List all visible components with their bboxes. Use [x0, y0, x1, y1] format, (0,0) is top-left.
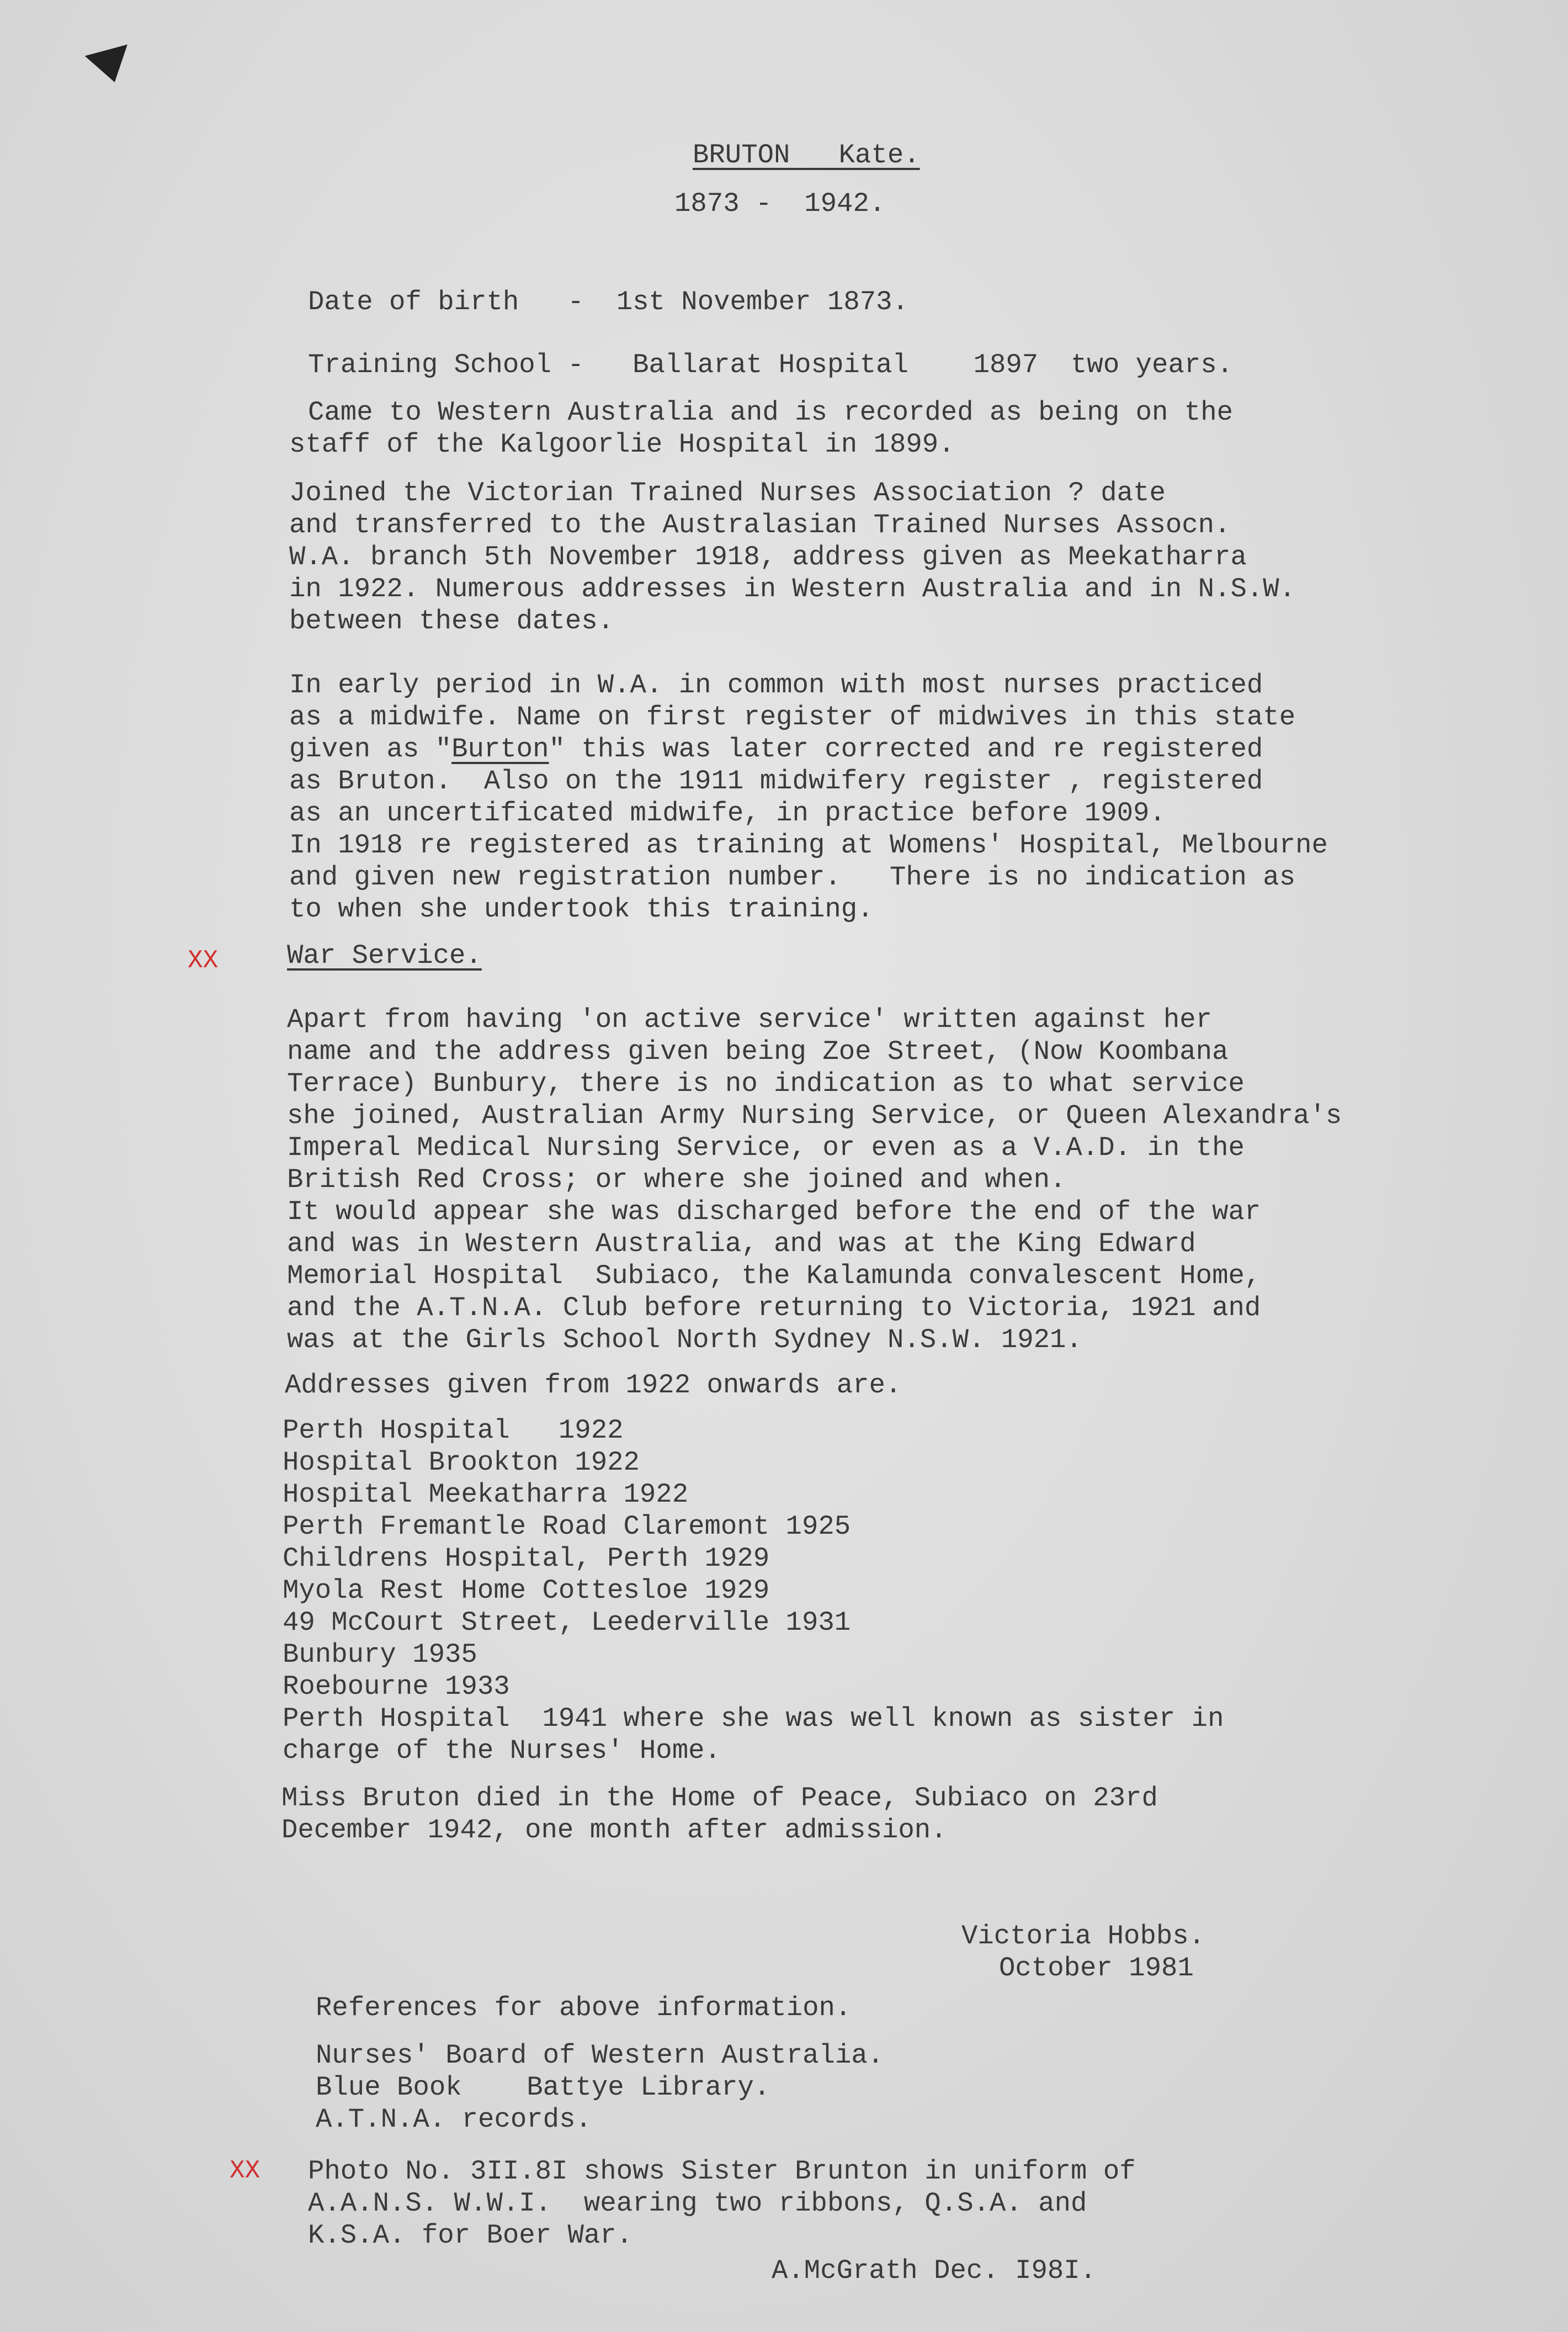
p3-line: and given new registration number. There is no indication as	[289, 862, 1296, 893]
p3-line: to when she undertook this training.	[289, 894, 874, 925]
address-item: Childrens Hospital, Perth 1929	[283, 1543, 770, 1574]
p3-line	[289, 733, 1263, 765]
p4-line: Apart from having 'on active service' written against her	[287, 1004, 1213, 1035]
header-name: BRUTON Kate.	[693, 140, 920, 171]
address-item: charge of the Nurses' Home.	[283, 1735, 721, 1766]
photo-note-line: A.A.N.S. W.W.I. wearing two ribbons, Q.S.A. and	[308, 2188, 1087, 2219]
signature-date: October 1981	[999, 1953, 1194, 1984]
p3-line: as Bruton. Also on the 1911 midwifery register , registered	[289, 766, 1263, 797]
photo-note-mark: XX	[230, 2156, 261, 2185]
p1-line: staff of the Kalgoorlie Hospital in 1899.	[289, 429, 955, 460]
torn-corner-mark	[85, 45, 136, 88]
p4-line: Terrace) Bunbury, there is no indication as to what service	[287, 1068, 1245, 1099]
addresses-intro: Addresses given from 1922 onwards are.	[285, 1370, 902, 1401]
p4-line: Imperal Medical Nursing Service, or even as a V.A.D. in the	[287, 1132, 1245, 1163]
p4-line: she joined, Australian Army Nursing Service, or Queen Alexandra's	[287, 1100, 1342, 1131]
p4-line: and was in Western Australia, and was at the King Edward	[287, 1228, 1196, 1259]
p1-line: Came to Western Australia and is recorded as being on the	[308, 397, 1234, 428]
p3-underlined-burton: Burton	[451, 734, 549, 765]
p3-line: as a midwife. Name on first register of midwives in this state	[289, 702, 1296, 733]
p4-line: and the A.T.N.A. Club before returning to Victoria, 1921 and	[287, 1292, 1261, 1323]
training-school: Training School - Ballarat Hospital 1897 two years.	[308, 349, 1234, 380]
war-service-mark: XX	[188, 946, 219, 975]
p2-line: in 1922. Numerous addresses in Western Australia and in N.S.W.	[289, 574, 1296, 605]
address-item: Perth Hospital 1941 where she was well known as sister in	[283, 1703, 1224, 1734]
p4-line: British Red Cross; or where she joined and when.	[287, 1164, 1066, 1195]
p4-line: was at the Girls School North Sydney N.S.W. 1921.	[287, 1324, 1082, 1355]
reference-item: A.T.N.A. records.	[316, 2104, 592, 2135]
p2-line: between these dates.	[289, 606, 614, 637]
photo-note-sign: A.McGrath Dec. I98I.	[772, 2255, 1097, 2286]
address-item: Hospital Meekatharra 1922	[283, 1479, 689, 1510]
header-years: 1873 - 1942.	[674, 188, 886, 219]
address-item: Hospital Brookton 1922	[283, 1447, 640, 1478]
p3-quote-open: given as "	[289, 734, 452, 765]
p2-line: Joined the Victorian Trained Nurses Association ? date	[289, 478, 1166, 508]
reference-item: Blue Book Battye Library.	[316, 2072, 770, 2103]
address-item: Bunbury 1935	[283, 1639, 477, 1670]
p5-line: December 1942, one month after admission.	[281, 1815, 947, 1846]
p3-line: In early period in W.A. in common with most nurses practiced	[289, 670, 1263, 701]
p3-quote-rest: " this was later corrected and re registered	[549, 734, 1263, 765]
p2-line: and transferred to the Australasian Trained Nurses Assocn.	[289, 510, 1231, 540]
p2-line: W.A. branch 5th November 1918, address given as Meekatharra	[289, 542, 1247, 573]
address-item: 49 McCourt Street, Leederville 1931	[283, 1607, 851, 1638]
p3-line: as an uncertificated midwife, in practice before 1909.	[289, 798, 1166, 829]
address-item: Perth Fremantle Road Claremont 1925	[283, 1511, 851, 1542]
photo-note-line: K.S.A. for Boer War.	[308, 2220, 633, 2251]
p4-line: name and the address given being Zoe Street, (Now Koombana	[287, 1036, 1229, 1067]
photo-note-line: Photo No. 3II.8I shows Sister Brunton in uniform of	[308, 2156, 1136, 2187]
address-item: Roebourne 1933	[283, 1671, 510, 1702]
date-of-birth: Date of birth - 1st November 1873.	[308, 287, 908, 317]
signature-name: Victoria Hobbs.	[961, 1921, 1205, 1952]
references-title: References for above information.	[316, 1992, 852, 2023]
p4-line: It would appear she was discharged before the end of the war	[287, 1196, 1261, 1227]
p3-line: In 1918 re registered as training at Womens' Hospital, Melbourne	[289, 830, 1328, 861]
address-item: Myola Rest Home Cottesloe 1929	[283, 1575, 770, 1606]
war-service-heading: War Service.	[287, 940, 482, 971]
reference-item: Nurses' Board of Western Australia.	[316, 2040, 884, 2071]
address-item: Perth Hospital 1922	[283, 1415, 624, 1446]
p4-line: Memorial Hospital Subiaco, the Kalamunda convalescent Home,	[287, 1260, 1261, 1291]
p5-line: Miss Bruton died in the Home of Peace, Subiaco on 23rd	[281, 1783, 1158, 1814]
